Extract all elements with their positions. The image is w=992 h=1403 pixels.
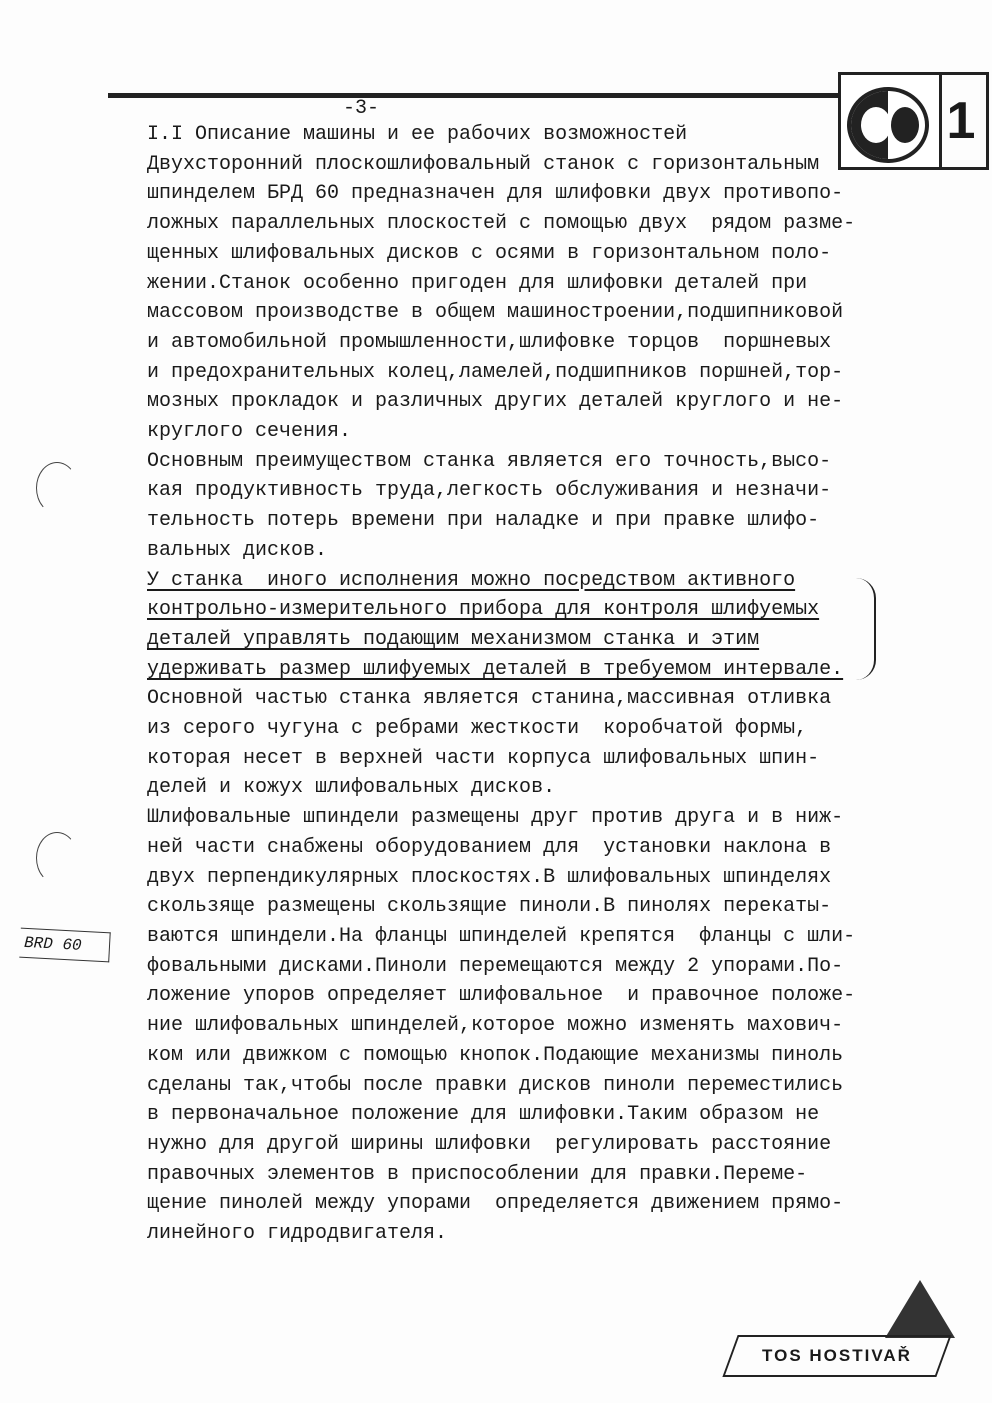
text-line: линейного гидродвигателя. [147, 1222, 448, 1246]
punch-hole-mark [36, 462, 78, 514]
text-line: в первоначальное положение для шлифовки.Таким образом не [147, 1103, 820, 1127]
text-line: контрольно-измерительного прибора для контроля шлифуемых [147, 598, 820, 622]
text-line: Двухсторонний плоскошлифовальный станок с горизонтальным [147, 152, 820, 176]
footer-logo-text: TOS HOSTIVAŘ [762, 1346, 912, 1365]
text-line: Основным преимуществом станка является его точность,высо- [147, 449, 832, 473]
text-line: деталей управлять подающим механизмом станка и этим [147, 627, 760, 651]
margin-note: BRD 60 [19, 928, 110, 963]
text-line: вальных дисков. [147, 538, 328, 562]
text-line: ние шлифовальных шпинделей,которое можно изменять махович- [147, 1014, 844, 1038]
text-line: массовом производстве в общем машиностроении,подшипниковой [147, 301, 844, 325]
text-line: ней части снабжены оборудованием для установки наклона в [147, 835, 832, 859]
text-line: правочных элементов в приспособлении для правки.Переме- [147, 1162, 808, 1186]
text-line: жении.Станок особенно пригоден для шлифовки деталей при [147, 271, 808, 295]
section-tab-number: 1 [936, 72, 989, 170]
text-line: Шлифовальные шпиндели размещены друг против друга и в ниж- [147, 806, 844, 830]
punch-hole-mark [36, 832, 78, 884]
text-line: удерживать размер шлифуемых деталей в требуемом интервале. [147, 657, 844, 681]
text-line: У станка иного исполнения можно посредством активного [147, 568, 796, 592]
text-line: ком или движком с помощью кнопок.Подающие механизмы пиноль [147, 1043, 844, 1067]
text-line: ваются шпиндели.На фланцы шпинделей крепятся фланцы с шли- [147, 924, 856, 948]
text-line: тельность потерь времени при наладке и при правке шлифо- [147, 509, 820, 533]
text-line: нужно для другой ширины шлифовки регулировать расстояние [147, 1132, 832, 1156]
text-line: ложение упоров определяет шлифовальное и правочное положе- [147, 984, 856, 1008]
text-line: скользяще размещены скользящие пиноли.В пинолях перекаты- [147, 895, 832, 919]
margin-brace [852, 578, 876, 680]
text-line: фовальными дисками.Пиноли перемещаются между 2 упорами.По- [147, 954, 844, 978]
footer-logo-triangle [885, 1280, 955, 1338]
text-line: ложных параллельных плоскостей с помощью двух рядом разме- [147, 212, 856, 236]
text-line: сделаны так,чтобы после правки дисков пиноли переместились [147, 1073, 844, 1097]
text-line: Основной частью станка является станина,массивная отливка [147, 687, 832, 711]
text-line: которая несет в верхней части корпуса шлифовальных шпин- [147, 746, 820, 770]
text-line: шпинделем БРД 60 предназначен для шлифовки двух противопо- [147, 182, 844, 206]
page-number: -3- [343, 97, 380, 120]
text-line: круглого сечения. [147, 420, 352, 444]
text-line: I.I Описание машины и ее рабочих возможностей [147, 123, 688, 146]
text-line: щенных шлифовальных дисков с осями в горизонтальном поло- [147, 241, 832, 265]
text-line: щение пинолей между упорами определяется движением прямо- [147, 1192, 844, 1216]
text-line: и предохранительных колец,ламелей,подшипников поршней,тор- [147, 360, 844, 384]
text-line: делей и кожух шлифовальных дисков. [147, 776, 556, 800]
text-line: двух перпендикулярных плоскостях.В шлифовальных шпинделях [147, 865, 832, 889]
footer-logo [722, 1335, 951, 1377]
body-text [147, 120, 855, 1249]
text-line: кая продуктивность труда,легкость обслуживания и незначи- [147, 479, 832, 503]
text-line: и автомобильной промышленности,шлифовке торцов поршневых [147, 330, 832, 354]
header-rule [108, 93, 843, 98]
text-line: из серого чугуна с ребрами жесткости коробчатой формы, [147, 717, 808, 741]
text-line: мозных прокладок и различных других деталей круглого и не- [147, 390, 844, 414]
